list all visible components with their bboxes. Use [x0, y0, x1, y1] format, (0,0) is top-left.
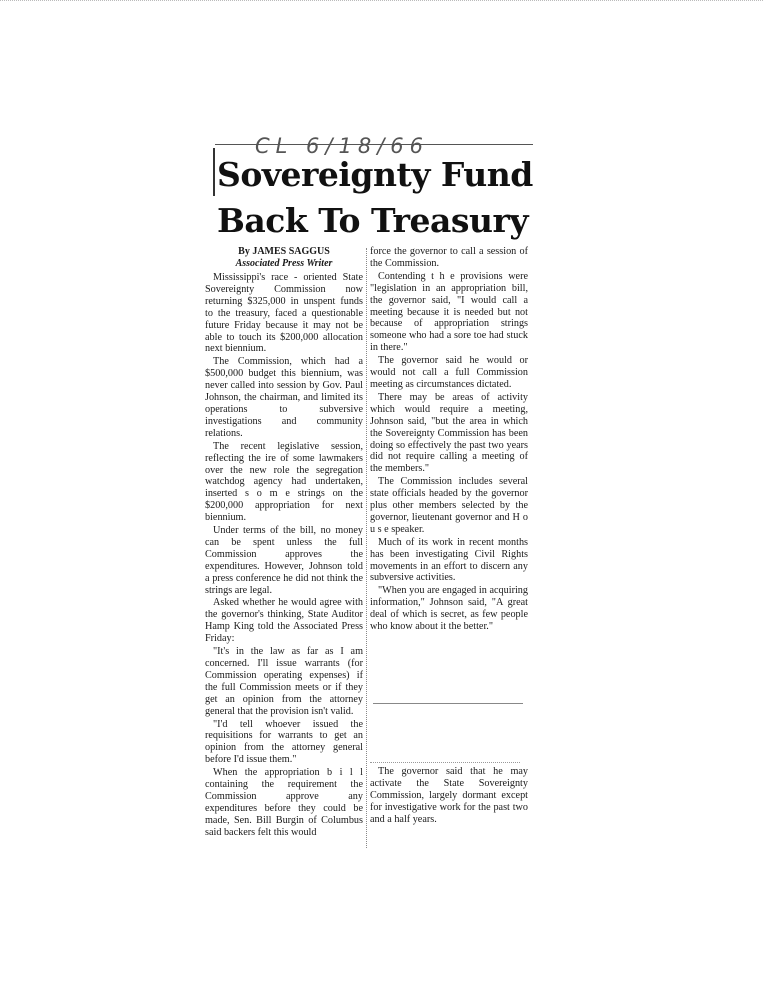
section-rule: [370, 762, 520, 763]
paragraph: "I'd tell whoever issued the requisitions for warrants to get an opinion from the attorney general before I'd issue them.": [205, 718, 363, 766]
paragraph: There may be areas of activity which would require a meeting, Johnson said, "but the area in which the Sovereignty Commission has been doing so effectively the past two years did not require calling a meeting of the members.": [370, 391, 528, 475]
paragraph: The Commission, which had a $500,000 budget this biennium, was never called into session by Gov. Paul Johnson, the chairman, and limited its operations to subversive investigations and community relations.: [205, 356, 363, 439]
paragraph: Contending t h e provisions were "legislation in an appropriation bill, the governor said, "I would call a meeting because it is needed but not because of appropriation strings someone who had a sore toe had stuck in there.": [370, 270, 528, 354]
article-column-2: [370, 246, 528, 634]
headline-line-1: Sovereignty Fund: [217, 155, 533, 194]
paragraph: Mississippi's race - oriented State Sovereignty Commission now returning $325,000 in unspent funds to the treasury, faced a questionable future Friday because it may not be able to touch its $200,000 allocation next biennium.: [205, 272, 363, 355]
article-column-3: [370, 766, 528, 826]
byline-author: By JAMES SAGGUS: [238, 246, 330, 257]
newspaper-clipping: [205, 134, 535, 860]
paragraph: The Commission includes several state officials headed by the governor plus other members selected by the governor, lieutenant governor and H o u s e speaker.: [370, 476, 528, 535]
column-divider: [366, 248, 367, 848]
headline-bar: [213, 148, 215, 196]
paragraph: The governor said that he may activate the State Sovereignty Commission, largely dormant except for investigative work for the past two and a half years.: [370, 766, 528, 825]
paragraph: Much of its work in recent months has been investigating Civil Rights movements in an effort to discern any subversive activities.: [370, 536, 528, 584]
paragraph: When the appropriation b i l l containing the requirement the Commission approve any expenditures before they could be made, Sen. Bill Burgin of Columbus said backers felt this would: [205, 767, 363, 838]
paragraph: Asked whether he would agree with the governor's thinking, State Auditor Hamp King told the Associated Press Friday:: [205, 597, 363, 645]
paragraph: "When you are engaged in acquiring information," Johnson said, "A great deal of which is secret, as few people who know about it the better.": [370, 585, 528, 633]
byline-agency: Associated Press Writer: [235, 258, 333, 269]
paragraph: The governor said he would or would not call a full Commission meeting as circumstances dictated.: [370, 355, 528, 390]
scan-top-edge: [0, 0, 763, 3]
headline: [217, 152, 533, 244]
article-column-1: [205, 246, 363, 840]
byline: [205, 246, 363, 270]
paragraph: Under terms of the bill, no money can be spent unless the full Commission approves the expenditures. However, Johnson told a press conference he did not think the strings are legal.: [205, 525, 363, 596]
paragraph-continuation: force the governor to call a session of the Commission.: [370, 246, 528, 269]
headline-line-2: Back To Treasury: [217, 201, 529, 240]
handwritten-annotation: CL 6/18/66: [255, 134, 429, 158]
paragraph: "It's in the law as far as I am concerned. I'll issue warrants (for Commission operating expenses) if the full Commission meets or if they get an opinion from the attorney general that the provision isn't valid.: [205, 646, 363, 717]
paragraph: The recent legislative session, reflecting the ire of some lawmakers over the new role the segregation watchdog agency had undertaken, inserted s o m e strings on the $200,000 appropriation for next biennium.: [205, 440, 363, 524]
article-end-rule: [373, 703, 523, 704]
